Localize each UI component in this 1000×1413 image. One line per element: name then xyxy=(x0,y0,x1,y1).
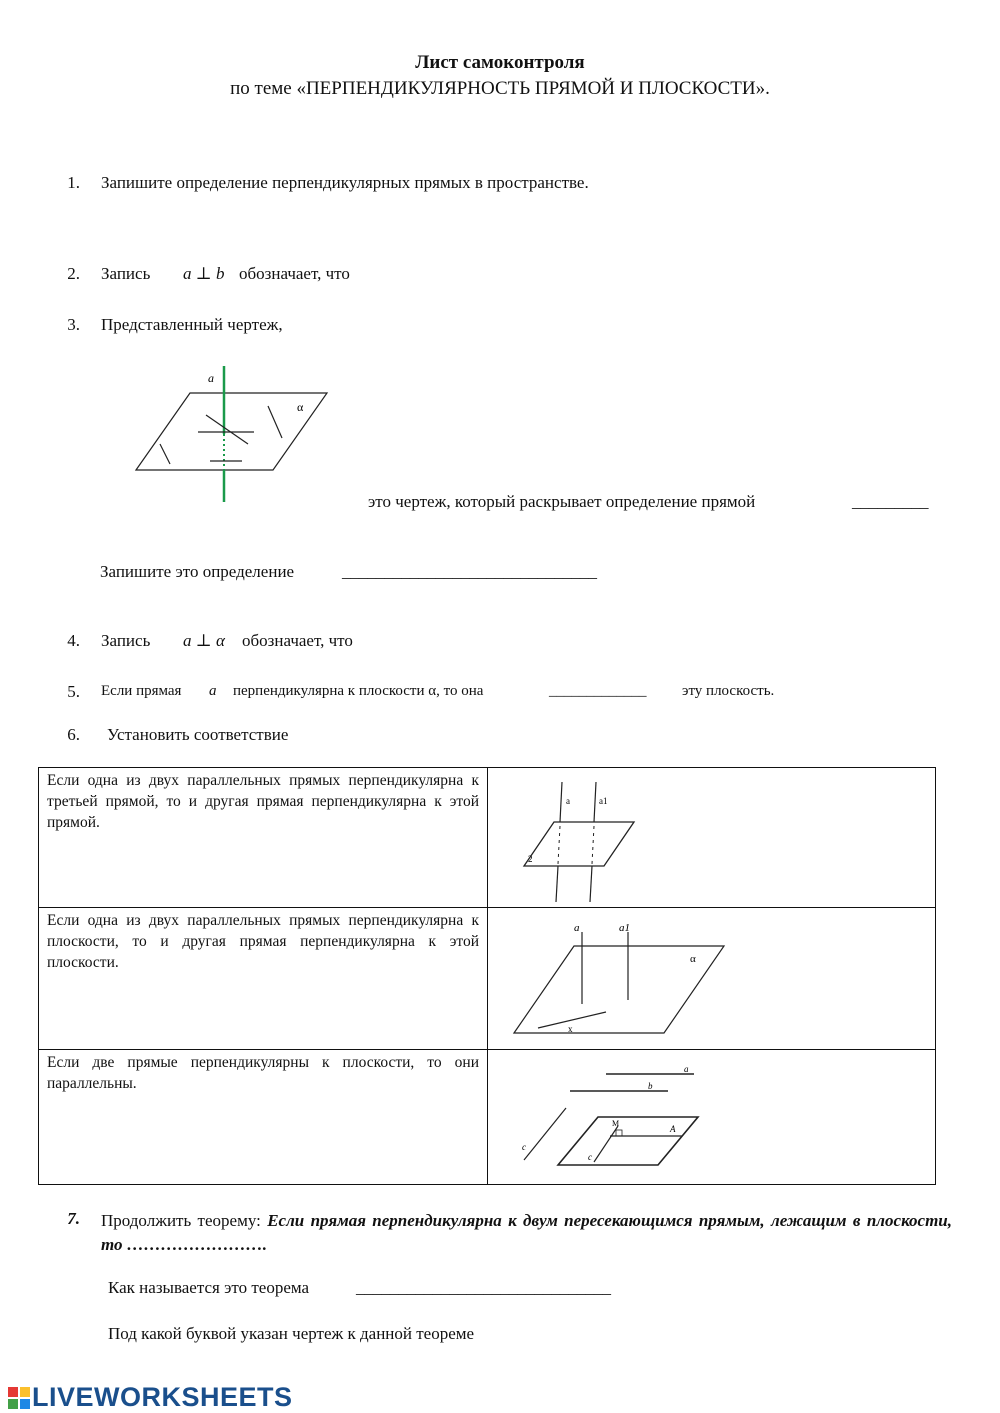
question-number: 3. xyxy=(67,315,80,334)
question-7 xyxy=(50,1209,952,1257)
q3-define xyxy=(100,562,700,584)
answer-blank[interactable]: ______________________________ xyxy=(342,562,597,581)
question-2 xyxy=(50,264,950,286)
question-6 xyxy=(50,725,950,747)
question-4 xyxy=(50,631,950,653)
figure-cell xyxy=(488,768,936,908)
question-text: Запись xyxy=(101,264,151,283)
question-1 xyxy=(50,173,950,195)
question-text: эту плоскость. xyxy=(682,683,775,699)
formula: a ⊥ α xyxy=(183,631,225,650)
page-subtitle: по теме «ПЕРПЕНДИКУЛЯРНОСТЬ ПРЯМОЙ И ПЛОСКОСТИ». xyxy=(230,78,770,99)
question-number: 4. xyxy=(67,631,80,650)
formula: a ⊥ b xyxy=(183,264,225,283)
statement-cell xyxy=(39,1050,488,1185)
figure-1 xyxy=(516,778,646,903)
q7-name xyxy=(108,1278,708,1300)
table-row xyxy=(39,1050,936,1185)
fig-label: b xyxy=(648,1081,653,1091)
question-number: 7. xyxy=(67,1209,80,1228)
question-text: Запишите определение перпендикулярных прямых в пространстве. xyxy=(101,173,589,192)
answer-blank[interactable]: _____________ xyxy=(549,683,647,699)
question-text: Представленный чертеж, xyxy=(101,315,283,334)
q3-caption xyxy=(368,492,988,514)
question-text: Если прямая xyxy=(101,683,182,699)
letter-label: Под какой буквой указан чертеж к данной теореме xyxy=(108,1324,475,1343)
table-row xyxy=(39,768,936,908)
question-number: 2. xyxy=(67,264,80,283)
label-a: a xyxy=(208,371,214,385)
fig-label: a xyxy=(574,922,580,934)
matching-table xyxy=(38,767,936,1185)
variable: a xyxy=(209,683,217,699)
logo-text: LIVEWORKSHEETS xyxy=(32,1382,293,1412)
logo-badge-icon xyxy=(8,1387,30,1409)
plane-line xyxy=(206,415,248,444)
statement-text: Если две прямые перпендикулярны к плоскости, то они параллельны. xyxy=(47,1054,479,1092)
question-5 xyxy=(50,683,950,705)
q7-letter xyxy=(108,1324,708,1346)
plane-line xyxy=(160,444,170,464)
question-number: 5. xyxy=(67,682,80,701)
fig-label: a xyxy=(566,796,570,806)
q3-figure xyxy=(130,360,340,510)
statement-text: Если одна из двух параллельных прямых перпендикулярна к третьей прямой, то и другая прямая перпендикулярна к этой прямой. xyxy=(47,772,479,831)
fig-label: x xyxy=(568,1024,573,1034)
name-label: Как называется это теорема xyxy=(108,1278,310,1297)
question-text: Запись xyxy=(101,631,151,650)
fig-label: 2 xyxy=(528,854,533,864)
fig-label: a1 xyxy=(619,922,630,934)
page-title: Лист самоконтроля xyxy=(415,52,585,73)
fig-label: a1 xyxy=(599,796,608,806)
question-text: обозначает, что xyxy=(242,631,353,650)
figure-3 xyxy=(518,1062,708,1182)
statement-cell xyxy=(39,768,488,908)
question-number: 6. xyxy=(67,725,80,744)
fig-label: c xyxy=(522,1142,526,1152)
figure-2 xyxy=(510,912,730,1042)
define-label: Запишите это определение xyxy=(100,562,295,581)
plane-line xyxy=(268,406,282,438)
theorem-text: Если прямая перпендикулярна к двум пересекающимся прямым, лежащим в плоскости, то ……………………. xyxy=(101,1211,953,1254)
question-number: 1. xyxy=(67,173,80,192)
fig-label: a xyxy=(684,1064,689,1074)
question-3 xyxy=(50,315,950,337)
liveworksheets-logo xyxy=(8,1382,293,1413)
statement-cell xyxy=(39,908,488,1050)
fig-label: M xyxy=(612,1119,620,1128)
table-row xyxy=(39,908,936,1050)
label-alpha: α xyxy=(297,400,304,414)
statement-text: Если одна из двух параллельных прямых перпендикулярна к плоскости, то и другая прямая перпендикулярна к этой плоскости. xyxy=(47,912,479,971)
answer-blank[interactable]: ______________________________ xyxy=(356,1278,611,1297)
fig-label: α xyxy=(690,953,696,965)
intro-text: Продолжить теорему: xyxy=(101,1211,261,1230)
caption-text: это чертеж, который раскрывает определение прямой xyxy=(368,492,756,511)
question-text: обозначает, что xyxy=(239,264,350,283)
figure-cell xyxy=(488,908,936,1050)
fig-label: c xyxy=(588,1152,592,1162)
figure-cell xyxy=(488,1050,936,1185)
question-text: Установить соответствие xyxy=(107,725,289,744)
fig-label: A xyxy=(670,1124,676,1134)
question-text: перпендикулярна к плоскости α, то она xyxy=(233,683,484,699)
question-text xyxy=(101,1209,952,1257)
answer-blank[interactable]: _________ xyxy=(852,492,929,511)
